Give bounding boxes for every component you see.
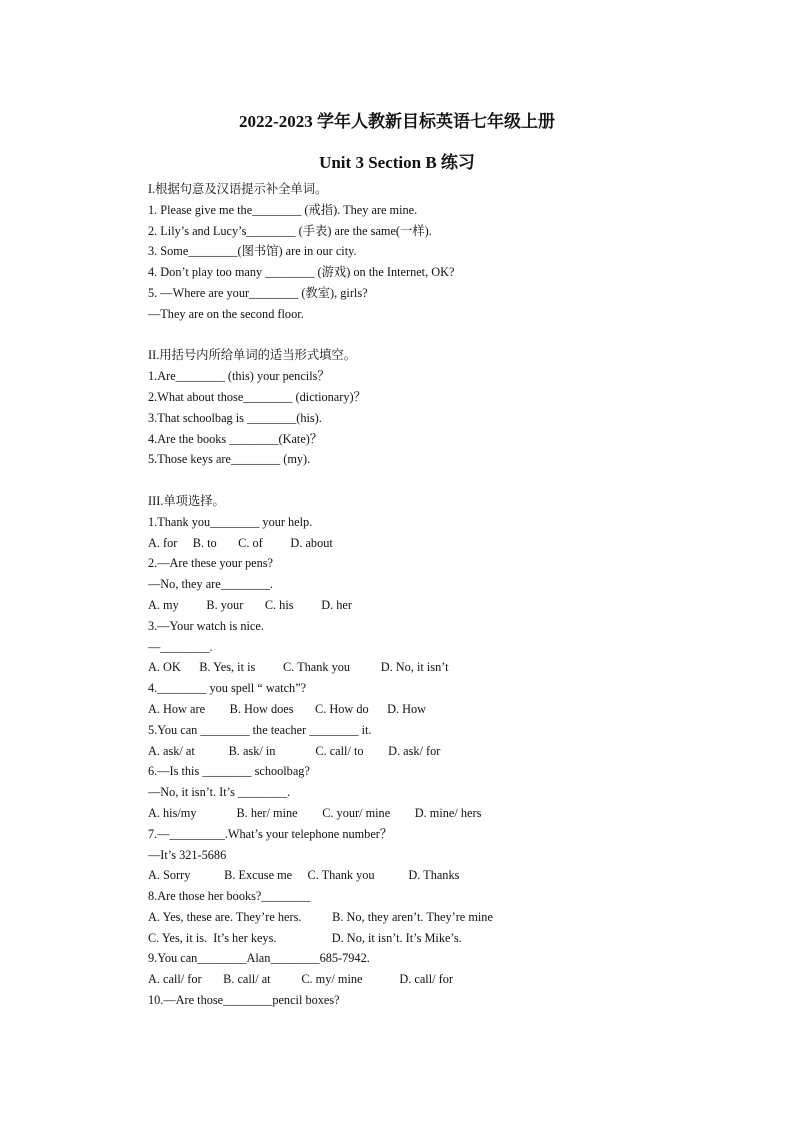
- question-line: 1.Are________ (this) your pencils？: [148, 369, 330, 384]
- spacer: [148, 470, 708, 491]
- question-line: —No, they are________.: [148, 577, 273, 592]
- spacer: [148, 325, 708, 346]
- section-heading: III.单项选择。: [148, 493, 225, 508]
- question-line: 9.You can________Alan________685-7942.: [148, 951, 370, 966]
- options-line: A. ask/ at B. ask/ in C. call/ to D. ask/ for: [148, 743, 441, 758]
- question-line: 3.That schoolbag is ________(his).: [148, 410, 322, 425]
- options-line: C. Yes, it is. It’s her keys. D. No, it isn’t. It’s Mike’s.: [148, 930, 462, 945]
- options-line: A. How are B. How does C. How do D. How: [148, 701, 427, 716]
- question-line: —________.: [148, 639, 213, 654]
- page-subtitle: Unit 3 Section B 练习: [319, 153, 475, 172]
- question-line: 3. Some________(图书馆) are in our city.: [148, 244, 357, 259]
- question-line: 5. —Where are your________ (教室), girls?: [148, 285, 368, 300]
- options-line: A. my B. your C. his D. her: [148, 597, 352, 612]
- options-line: A. Sorry B. Excuse me C. Thank you D. Thanks: [148, 868, 460, 883]
- section-heading: I.根据句意及汉语提示补全单词。: [148, 182, 328, 196]
- question-line: 3.—Your watch is nice.: [148, 618, 264, 633]
- question-line: 2.What about those________ (dictionary)？: [148, 389, 366, 404]
- question-line: —They are on the second floor.: [148, 306, 304, 321]
- question-line: 10.—Are those________pencil boxes?: [148, 993, 340, 1008]
- question-line: 1.Thank you________ your help.: [148, 514, 313, 529]
- options-line: A. for B. to C. of D. about: [148, 535, 333, 550]
- options-line: A. his/my B. her/ mine C. your/ mine D. mine/ hers: [148, 805, 482, 820]
- question-line: 2. Lily’s and Lucy’s________ (手表) are the same(一样).: [148, 223, 432, 238]
- worksheet-body: [148, 179, 708, 1011]
- options-line: A. Yes, these are. They’re hers. B. No, they aren’t. They’re mine: [148, 909, 493, 924]
- question-line: 4.________ you spell “ watch”?: [148, 681, 307, 696]
- question-line: 5.Those keys are________ (my).: [148, 452, 311, 467]
- page-title: 2022-2023 学年人教新目标英语七年级上册: [239, 112, 555, 131]
- question-line: 2.—Are these your pens?: [148, 556, 273, 571]
- question-line: 6.—Is this ________ schoolbag?: [148, 764, 310, 779]
- question-line: 7.—_________.What’s your telephone number？: [148, 826, 393, 841]
- question-line: 4.Are the books ________(Kate)？: [148, 431, 323, 446]
- options-line: A. call/ for B. call/ at C. my/ mine D. call/ for: [148, 972, 453, 987]
- question-line: 8.Are those her books?________: [148, 889, 311, 904]
- options-line: A. OK B. Yes, it is C. Thank you D. No, it isn’t: [148, 660, 449, 675]
- question-line: —No, it isn’t. It’s ________.: [148, 785, 291, 800]
- question-line: —It’s 321-5686: [148, 847, 227, 862]
- question-line: 1. Please give me the________ (戒指). They are mine.: [148, 202, 418, 217]
- question-line: 5.You can ________ the teacher ________ it.: [148, 722, 372, 737]
- question-line: 4. Don’t play too many ________ (游戏) on the Internet, OK?: [148, 265, 455, 280]
- section-heading: II.用括号内所给单词的适当形式填空。: [148, 348, 357, 363]
